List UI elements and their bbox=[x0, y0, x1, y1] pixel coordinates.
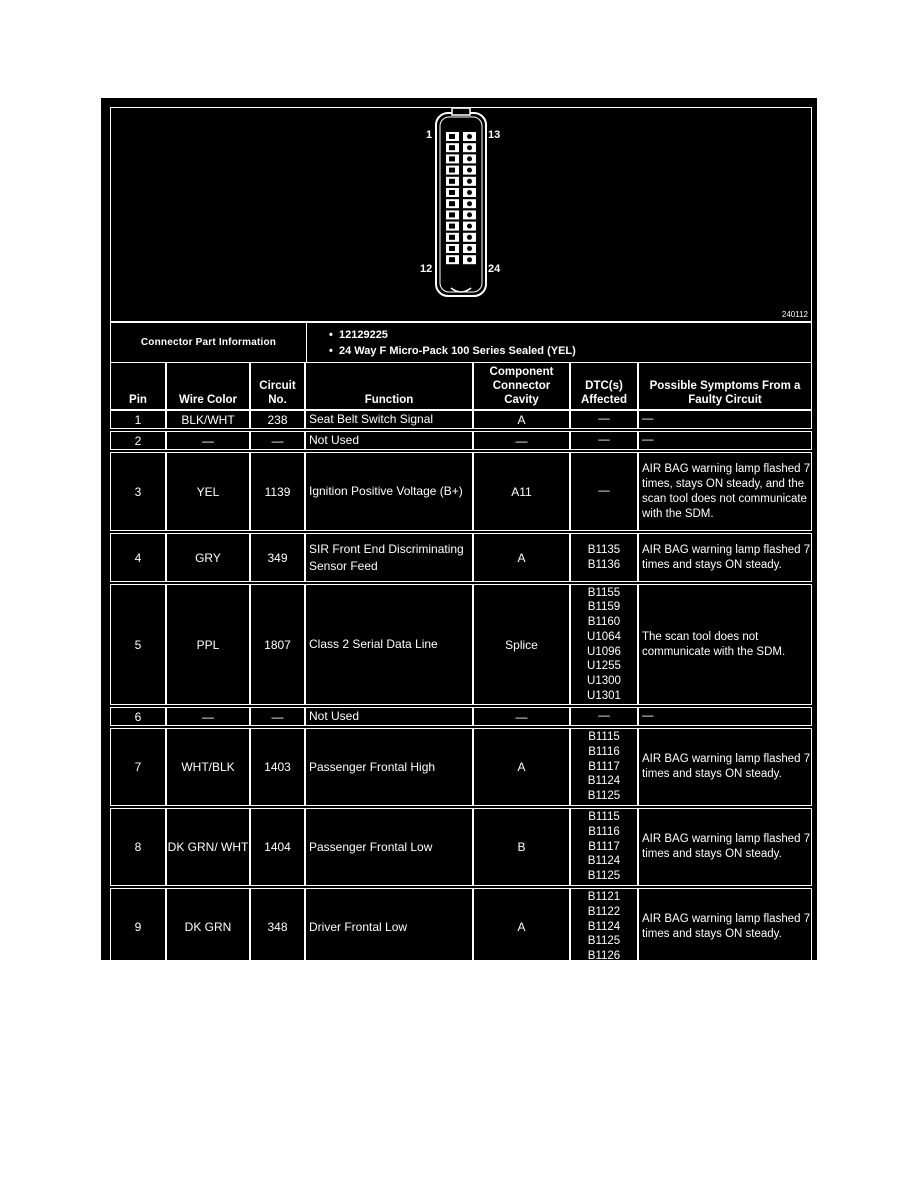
dtc-code: B1160 bbox=[587, 616, 621, 629]
cell-function: Not Used bbox=[305, 707, 473, 726]
header-function: Function bbox=[305, 362, 473, 410]
cell-pin: 9 bbox=[110, 888, 166, 966]
cell-cavity: — bbox=[473, 707, 570, 726]
cell-circuit: 349 bbox=[250, 533, 305, 582]
dtc-code: B1159 bbox=[587, 601, 621, 614]
header-symptoms: Possible Symptoms From a Faulty Circuit bbox=[638, 362, 812, 410]
dtc-code: U1255 bbox=[587, 660, 621, 673]
cell-dtc bbox=[570, 888, 638, 966]
table-row bbox=[110, 452, 812, 531]
connector-outline bbox=[436, 113, 486, 296]
dtc-code: B1124 bbox=[587, 920, 621, 933]
cell-wire-color: — bbox=[166, 707, 250, 726]
cell-symptoms: AIR BAG warning lamp flashed 7 times, stays ON steady, and the scan tool does not communicate with the SDM. bbox=[638, 452, 812, 531]
cell-pin: 5 bbox=[110, 584, 166, 705]
cell-dtc bbox=[570, 728, 638, 806]
pin-cavity-hole bbox=[467, 235, 472, 240]
connector-part-info-values bbox=[307, 323, 812, 363]
dtc-code: U1300 bbox=[587, 674, 621, 687]
dtc-code: B1136 bbox=[587, 558, 621, 571]
cell-wire-color: BLK/WHT bbox=[166, 410, 250, 429]
cell-function: Passenger Frontal Low bbox=[305, 808, 473, 886]
pin-cavity-hole bbox=[467, 257, 472, 262]
connector-face-drawing bbox=[111, 108, 811, 321]
cell-cavity: Splice bbox=[473, 584, 570, 705]
dtc-code: B1121 bbox=[587, 891, 621, 904]
cell-function: SIR Front End Discriminating Sensor Feed bbox=[305, 533, 473, 582]
pin-label-24: 24 bbox=[488, 263, 501, 275]
cell-dtc bbox=[570, 584, 638, 705]
pin-cavity-hole bbox=[467, 201, 472, 206]
dtc-code: B1115 bbox=[588, 811, 620, 824]
dtc-code: B1125 bbox=[587, 870, 621, 883]
cell-wire-color: GRY bbox=[166, 533, 250, 582]
header-cavity: Component Connector Cavity bbox=[473, 362, 570, 410]
table-row bbox=[110, 533, 812, 582]
cell-dtc bbox=[570, 707, 638, 726]
cell-circuit: 1807 bbox=[250, 584, 305, 705]
dtc-code: U1301 bbox=[587, 689, 621, 702]
pin-cavity-hole bbox=[467, 145, 472, 150]
pin-cavity-hole bbox=[449, 179, 455, 184]
dtc-code: B1126 bbox=[587, 950, 621, 963]
dtc-code: B1116 bbox=[588, 825, 620, 838]
cell-pin: 6 bbox=[110, 707, 166, 726]
cell-circuit: 1139 bbox=[250, 452, 305, 531]
connector-latch bbox=[452, 108, 470, 115]
table-row bbox=[110, 410, 812, 429]
cell-wire-color: DK GRN/ WHT bbox=[166, 808, 250, 886]
header-circuit-no: Circuit No. bbox=[250, 362, 305, 410]
pin-cavity-hole bbox=[449, 235, 455, 240]
dtc-code: U1064 bbox=[587, 630, 621, 643]
cell-symptoms: — bbox=[638, 707, 812, 726]
cell-function: Ignition Positive Voltage (B+) bbox=[305, 452, 473, 531]
cell-circuit: 1403 bbox=[250, 728, 305, 806]
cell-symptoms: The scan tool does not communicate with the SDM. bbox=[638, 584, 812, 705]
dtc-code: U1096 bbox=[587, 645, 621, 658]
table-row bbox=[110, 888, 812, 966]
cell-wire-color: YEL bbox=[166, 452, 250, 531]
cell-dtc bbox=[570, 452, 638, 531]
cell-circuit: — bbox=[250, 431, 305, 450]
cell-wire-color: DK GRN bbox=[166, 888, 250, 966]
pin-cavity-hole bbox=[449, 257, 455, 262]
cell-symptoms: AIR BAG warning lamp flashed 7 times and stays ON steady. bbox=[638, 728, 812, 806]
part-number: • 12129225 bbox=[329, 328, 388, 341]
connector-page-frame bbox=[101, 98, 817, 963]
cell-dtc bbox=[570, 808, 638, 886]
cell-cavity: B bbox=[473, 808, 570, 886]
pin-cavity-hole bbox=[467, 134, 472, 139]
dtc-code: B1124 bbox=[587, 775, 621, 788]
cell-function: Class 2 Serial Data Line bbox=[305, 584, 473, 705]
figure-id: 240112 bbox=[781, 310, 808, 319]
cell-symptoms: AIR BAG warning lamp flashed 7 times and stays ON steady. bbox=[638, 808, 812, 886]
cell-dtc bbox=[570, 410, 638, 429]
cell-dtc bbox=[570, 533, 638, 582]
cell-cavity: A11 bbox=[473, 452, 570, 531]
table-row bbox=[110, 707, 812, 726]
cell-pin: 7 bbox=[110, 728, 166, 806]
cell-function: Passenger Frontal High bbox=[305, 728, 473, 806]
connector-diagram bbox=[110, 107, 812, 322]
cell-symptoms: — bbox=[638, 431, 812, 450]
dtc-code: B1116 bbox=[588, 745, 620, 758]
dtc-code: — bbox=[598, 710, 610, 723]
cell-circuit: 348 bbox=[250, 888, 305, 966]
dtc-code: B1155 bbox=[587, 586, 621, 599]
pin-cavity-hole bbox=[467, 168, 472, 173]
header-wire-color: Wire Color bbox=[166, 362, 250, 410]
cell-symptoms: AIR BAG warning lamp flashed 7 times and stays ON steady. bbox=[638, 888, 812, 966]
cell-pin: 3 bbox=[110, 452, 166, 531]
cell-pin: 4 bbox=[110, 533, 166, 582]
dtc-code: B1117 bbox=[588, 840, 620, 853]
pin-cavity-hole bbox=[467, 224, 472, 229]
cell-symptoms: — bbox=[638, 410, 812, 429]
header-pin: Pin bbox=[110, 362, 166, 410]
dtc-code: — bbox=[598, 413, 610, 426]
pin-cavity-hole bbox=[449, 224, 455, 229]
cell-pin: 2 bbox=[110, 431, 166, 450]
connector-part-info-label: Connector Part Information bbox=[111, 323, 307, 363]
cell-cavity: A bbox=[473, 410, 570, 429]
cell-cavity: A bbox=[473, 888, 570, 966]
cell-function: Not Used bbox=[305, 431, 473, 450]
cell-wire-color: WHT/BLK bbox=[166, 728, 250, 806]
pin-cavity-hole bbox=[449, 168, 455, 173]
table-row bbox=[110, 728, 812, 806]
cell-cavity: A bbox=[473, 533, 570, 582]
table-row bbox=[110, 808, 812, 886]
cell-function: Seat Belt Switch Signal bbox=[305, 410, 473, 429]
pin-table-header bbox=[110, 362, 812, 410]
pin-label-12: 12 bbox=[420, 263, 433, 275]
pin-cavity-hole bbox=[449, 212, 455, 217]
pin-cavity-hole bbox=[449, 190, 455, 195]
part-description: • 24 Way F Micro-Pack 100 Series Sealed (YEL) bbox=[329, 344, 576, 357]
connector-part-info bbox=[110, 322, 812, 363]
cell-function: Driver Frontal Low bbox=[305, 888, 473, 966]
pin-table bbox=[110, 362, 812, 966]
dtc-code: B1122 bbox=[587, 905, 621, 918]
pin-cavity-hole bbox=[449, 145, 455, 150]
cell-circuit: — bbox=[250, 707, 305, 726]
cell-cavity: — bbox=[473, 431, 570, 450]
dtc-code: B1135 bbox=[587, 543, 621, 556]
cell-dtc bbox=[570, 431, 638, 450]
cell-wire-color: PPL bbox=[166, 584, 250, 705]
pin-cavity-hole bbox=[449, 156, 455, 161]
header-dtc: DTC(s) Affected bbox=[570, 362, 638, 410]
pin-cavity-hole bbox=[467, 246, 472, 251]
pin-label-13: 13 bbox=[488, 129, 501, 141]
pin-cavity-hole bbox=[467, 190, 472, 195]
pin-cavity-hole bbox=[467, 179, 472, 184]
pin-cavity-hole bbox=[449, 201, 455, 206]
dtc-code: B1125 bbox=[587, 935, 621, 948]
cell-wire-color: — bbox=[166, 431, 250, 450]
table-row bbox=[110, 431, 812, 450]
dtc-code: B1117 bbox=[588, 760, 620, 773]
cell-symptoms: AIR BAG warning lamp flashed 7 times and stays ON steady. bbox=[638, 533, 812, 582]
pin-cavity-hole bbox=[467, 156, 472, 161]
cell-circuit: 238 bbox=[250, 410, 305, 429]
cell-cavity: A bbox=[473, 728, 570, 806]
dtc-code: B1124 bbox=[587, 855, 621, 868]
cell-pin: 8 bbox=[110, 808, 166, 886]
connector-key bbox=[451, 288, 471, 292]
pin-label-1: 1 bbox=[426, 129, 433, 141]
pin-cavity-hole bbox=[449, 134, 455, 139]
pin-cavity-hole bbox=[449, 246, 455, 251]
dtc-code: B1115 bbox=[588, 731, 620, 744]
cell-pin: 1 bbox=[110, 410, 166, 429]
cell-circuit: 1404 bbox=[250, 808, 305, 886]
dtc-code: — bbox=[598, 434, 610, 447]
table-row bbox=[110, 584, 812, 705]
dtc-code: B1125 bbox=[587, 790, 621, 803]
dtc-code: — bbox=[598, 485, 610, 498]
pin-cavity-hole bbox=[467, 212, 472, 217]
